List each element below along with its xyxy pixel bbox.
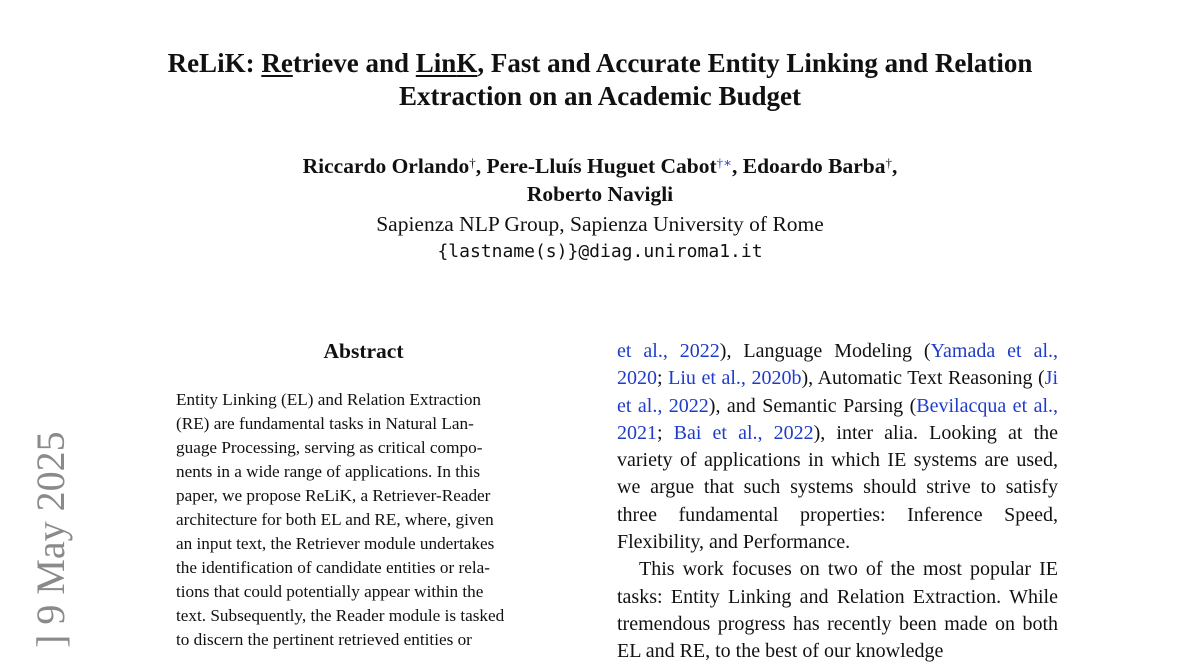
citation-link[interactable]: Bai et al., 2022 — [673, 421, 814, 444]
abstract-heading: Abstract — [323, 339, 404, 363]
footnote-star-link[interactable]: ∗ — [723, 155, 732, 170]
title-underlined-part: Re — [261, 48, 293, 78]
abstract-body — [176, 388, 551, 652]
title-underlined-part: Lin — [415, 48, 457, 78]
body-paragraph — [617, 338, 1058, 556]
abstract-line: tions that could potentially appear within the — [176, 582, 484, 601]
body-text: ; — [657, 421, 674, 444]
body-paragraph: This work focuses on two of the most popular IE tasks: Entity Linking and Relation Extraction. While tremendous progress has recently been made on both EL and RE, to the best of our knowledge — [617, 558, 1058, 663]
arxiv-side-stamp: ] 9 May 2025 — [28, 431, 73, 648]
abstract-line: text. Subsequently, the Reader module is tasked — [176, 606, 505, 625]
dagger-mark: † — [716, 155, 724, 170]
author-name: Roberto Navigli — [526, 182, 674, 206]
body-text: ; — [657, 367, 669, 390]
author-name: , Pere-Lluís Huguet Cabot — [475, 154, 717, 178]
paper-title — [100, 47, 1100, 113]
body-column-right — [617, 338, 1058, 666]
abstract-line: to discern the pertinent retrieved entities or — [176, 630, 472, 649]
title-underlined-part: K — [456, 48, 478, 78]
body-text: ), and Semantic Parsing ( — [708, 394, 917, 417]
body-text: ), inter alia. Looking at the variety of applications in which IE systems are used, we argue that such systems should strive to satisfy three fundamental properties: Inference Speed, Flexibility, and Performance. — [617, 421, 1058, 554]
author-separator: , — [892, 154, 898, 178]
abstract-line: architecture for both EL and RE, where, given — [176, 510, 494, 529]
abstract-line: an input text, the Retriever module undertakes — [176, 534, 495, 553]
abstract-line: paper, we propose ReLiK, a Retriever-Reader — [176, 486, 491, 505]
title-line-1 — [100, 47, 1100, 80]
citation-link[interactable]: Yamada et al., 2020 — [617, 340, 1058, 390]
author-list — [100, 152, 1100, 208]
abstract-line: Entity Linking (EL) and Relation Extraction — [176, 390, 482, 409]
abstract-line: (RE) are fundamental tasks in Natural Lan- — [176, 414, 474, 433]
author-name: Riccardo Orlando — [302, 154, 470, 178]
abstract-line: nents in a wide range of applications. In this — [176, 462, 481, 481]
affiliation-mark: † — [469, 155, 476, 170]
citation-link[interactable]: Liu et al., 2020b — [668, 367, 802, 390]
affiliation: Sapienza NLP Group, Sapienza University of Rome — [376, 212, 824, 236]
citation-link[interactable]: Bevilacqua et al., 2021 — [617, 394, 1059, 444]
author-line-1 — [100, 152, 1100, 180]
title-line-2: Extraction on an Academic Budget — [399, 81, 801, 111]
body-text: ), Language Modeling ( — [719, 340, 931, 362]
abstract-line: guage Processing, serving as critical compo- — [176, 438, 483, 457]
title-part: , Fast and Accurate Entity Linking and Relation — [477, 48, 1033, 78]
body-text: ), Automatic Text Reasoning ( — [801, 367, 1045, 390]
affiliation-mark: † — [885, 155, 892, 170]
author-email: {lastname(s)}@diag.uniroma1.it — [437, 241, 763, 262]
abstract-line: the identification of candidate entities or rela- — [176, 558, 491, 577]
affiliation-mark — [717, 155, 732, 170]
citation-link[interactable]: Ji et al., 2022 — [617, 367, 1059, 417]
author-name: , Edoardo Barba — [731, 154, 886, 178]
citation-link[interactable]: et al., 2022 — [617, 340, 720, 362]
title-part: ReLiK: — [167, 48, 262, 78]
title-part: trieve and — [292, 48, 416, 78]
